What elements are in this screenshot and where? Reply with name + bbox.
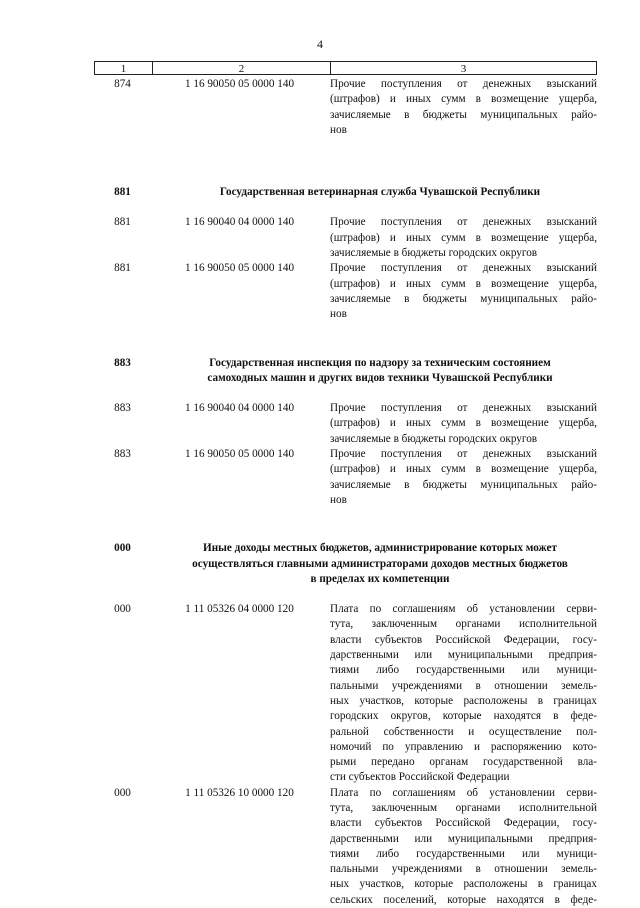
administrator-code: 874 [114,78,131,90]
description-line: власти субъектов Российской Федерации, госу- [330,817,597,830]
section-title-line: осуществляться главными администраторами доходов местных бюджетов [192,557,568,570]
description-line: Прочие поступления от денежных взысканий [330,448,597,461]
description-line: Прочие поступления от денежных взысканий [330,216,597,229]
section-heading [94,356,597,387]
section-title-line: Государственная ветеринарная служба Чувашской Республики [219,186,541,199]
description-line: зачисляемые в бюджеты городских округов [330,432,538,445]
column-header-2: 2 [152,62,330,74]
description-line: Прочие поступления от денежных взысканий [330,262,597,275]
description-line: тута, заключенным органами исполнительной [330,801,597,814]
description-line: власти субъектов Российской Федерации, госу- [330,633,597,646]
administrator-code: 000 [114,786,131,799]
description-line: ральной собственности и осуществление пол- [330,725,597,738]
description-line: номочий по управлению и распоряжению кото- [330,740,597,753]
column-header-3: 3 [330,62,596,74]
administrator-code: 883 [114,356,131,369]
description-line: тиями либо государственными или муници- [330,847,597,860]
table-row [94,261,597,322]
section-title [151,185,597,200]
income-description [328,215,597,261]
table-row [94,77,597,138]
income-description [328,261,597,322]
administrator-code: 881 [114,186,131,199]
description-line: зачисляемые в бюджеты муниципальных райо- [330,478,597,491]
table-row [94,447,597,508]
section-title-line: Иные доходы местных бюджетов, администрирование которых может [203,542,557,555]
section-heading [94,541,597,587]
description-line: ных участков, которые расположены в границах [330,878,597,891]
table-body [94,77,597,908]
table-row [94,786,597,908]
column-header-1: 1 [120,63,127,75]
section-title-line: самоходных машин и других видов техники Чувашской Республики [207,371,553,384]
section-title [151,356,597,387]
table-row [94,602,597,786]
description-line: нов [330,493,347,506]
page-number: 4 [317,37,323,51]
administrator-code: 881 [114,262,131,275]
budget-classification-code: 1 11 05326 10 0000 120 [185,786,294,799]
administrator-code: 881 [114,216,131,229]
description-line: Прочие поступления от денежных взысканий [330,78,597,90]
administrator-code: 000 [114,603,131,616]
description-line: рыми передано органам государственной вла- [330,756,597,769]
description-line: городских округов, которые находятся в феде- [330,710,597,723]
budget-classification-code: 1 16 90040 04 0000 140 [184,402,295,415]
description-line: пальными учреждениями в отношении земель- [330,679,597,692]
income-description [328,77,597,138]
description-line: ных участков, которые расположены в границах [330,694,597,707]
description-line: сельских поселений, которые находятся в феде- [330,893,597,906]
table-row [94,215,597,261]
administrator-code: 883 [114,402,131,415]
income-description [328,786,597,908]
budget-classification-code: 1 16 90050 05 0000 140 [184,262,295,275]
description-line: тиями либо государственными или муници- [330,664,597,677]
description-line: (штрафов) и иных сумм в возмещение ущерба, [330,417,597,430]
description-line: тута, заключенным органами исполнительной [330,618,597,631]
description-line: (штрафов) и иных сумм в возмещение ущерба, [330,93,597,106]
administrator-code: 000 [114,542,131,555]
section-title-line: в пределах их компетенции [310,572,450,585]
budget-classification-code: 1 11 05326 04 0000 120 [185,603,294,616]
description-line: зачисляемые в бюджеты муниципальных райо- [330,108,597,121]
description-line: пальными учреждениями в отношении земель- [330,863,597,876]
table-row [94,401,597,447]
description-line: дарственными или муниципальными предприя- [330,649,597,662]
description-line: (штрафов) и иных сумм в возмещение ущерба, [330,463,597,476]
description-line: зачисляемые в бюджеты муниципальных райо- [330,292,597,305]
budget-classification-code: 1 16 90050 05 0000 140 [184,78,295,90]
description-line: Плата по соглашениям об установлении серви- [330,786,597,799]
income-description [328,602,597,786]
administrator-code: 883 [114,448,131,461]
description-line: Прочие поступления от денежных взысканий [330,402,597,415]
budget-classification-code: 1 16 90040 04 0000 140 [184,216,295,229]
income-description [328,401,597,447]
description-line: (штрафов) и иных сумм в возмещение ущерба, [330,277,597,290]
budget-classification-code: 1 16 90050 05 0000 140 [184,448,295,461]
description-line: дарственными или муниципальными предприя- [330,832,597,845]
description-line: нов [330,308,347,321]
income-table [94,61,597,908]
income-description [328,447,597,508]
description-line: (штрафов) и иных сумм в возмещение ущерба, [330,231,597,244]
description-line: Плата по соглашениям об установлении серви- [330,603,597,616]
description-line: зачисляемые в бюджеты городских округов [330,247,538,260]
description-line: нов [330,123,347,136]
section-heading [94,185,597,200]
section-title [151,541,597,587]
description-line: сти субъектов Российской Федерации [330,771,510,784]
table-header [94,61,597,75]
section-title-line: Государственная инспекция по надзору за техническим состоянием [209,356,551,369]
